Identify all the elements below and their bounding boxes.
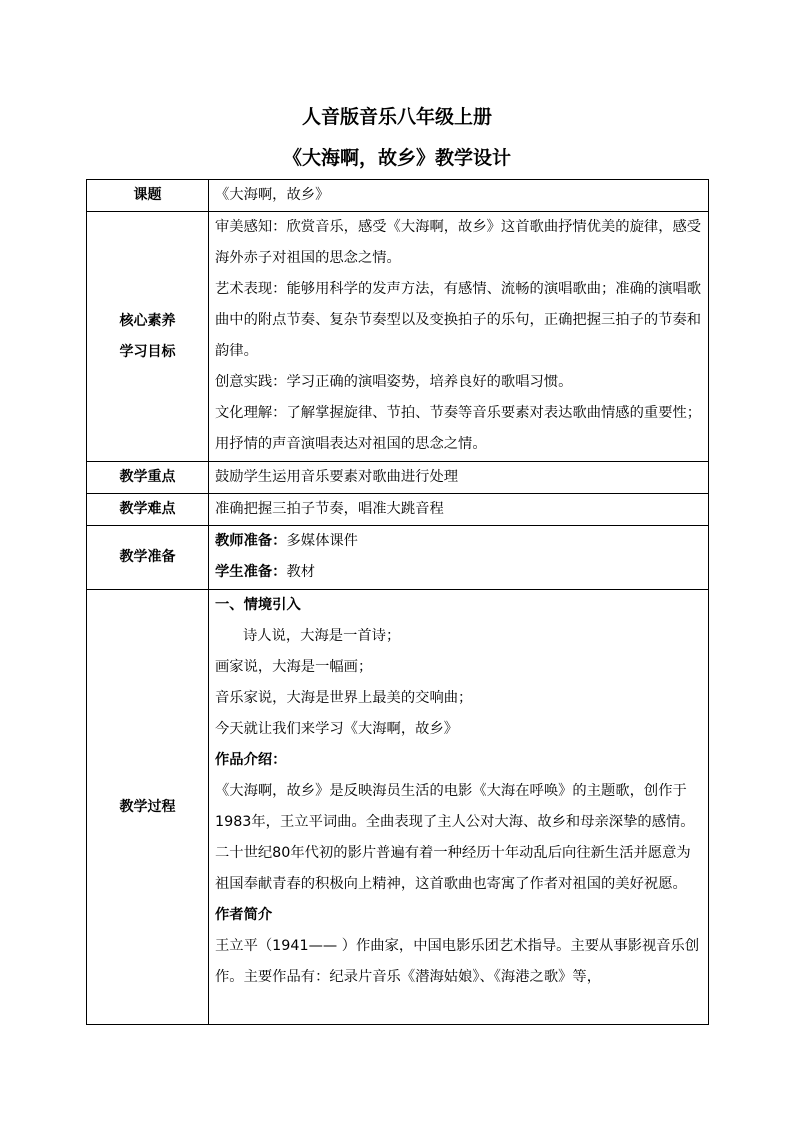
label-topic: 课题	[87, 180, 209, 212]
prep-student-label: 学生准备：	[215, 564, 287, 580]
process-heading-intro: 一、情境引入	[215, 597, 301, 613]
poem-line-3: 音乐家说，大海是世界上最美的交响曲；	[215, 690, 473, 706]
row-goals	[87, 212, 709, 462]
document-title: 人音版音乐八年级上册	[301, 106, 492, 128]
prep-teacher	[215, 526, 703, 557]
value-difficulty: 准确把握三拍子节奏，唱准大跳音程	[209, 494, 709, 526]
poem-line-4: 今天就让我们来学习《大海啊，故乡》	[215, 721, 459, 737]
prep-student-value: 教材	[286, 564, 316, 580]
lesson-title: 《大海啊，故乡》教学设计	[282, 147, 511, 169]
value-prep	[209, 526, 709, 590]
process-heading-work: 作品介绍：	[215, 752, 287, 768]
label-key: 教学重点	[87, 462, 209, 494]
label-difficulty: 教学难点	[87, 494, 209, 526]
goal-creative: 创意实践：学习正确的演唱姿势，培养良好的歌唱习惯。	[215, 374, 573, 390]
label-prep: 教学准备	[87, 526, 209, 590]
prep-teacher-label: 教师准备：	[215, 533, 287, 549]
process-heading-author: 作者简介	[215, 907, 273, 923]
value-goals	[209, 212, 709, 462]
poem-line-1: 诗人说，大海是一首诗；	[243, 628, 401, 644]
goal-aesthetic: 审美感知：欣赏音乐，感受《大海啊，故乡》这首歌曲抒情优美的旋律，感受海外赤子对祖国的思念之情。	[215, 219, 702, 266]
poem-line-2: 画家说，大海是一幅画；	[215, 659, 373, 675]
work-intro-paragraph: 《大海啊，故乡》是反映海员生活的电影《大海在呼唤》的主题歌，创作于1983年，王立平词曲。全曲表现了主人公对大海、故乡和母亲深挚的感情。二十世纪80年代初的影片普遍有着一种经历十年动乱后向往新生活并愿意为祖国奉献青春的积极向上精神，这首歌曲也寄寓了作者对祖国的美好祝愿。	[215, 783, 695, 892]
label-goals-line2: 学习目标	[119, 343, 176, 360]
row-process	[87, 590, 709, 1025]
row-topic	[87, 180, 709, 212]
row-prep	[87, 526, 709, 590]
lesson-plan-table	[86, 179, 709, 1025]
goal-performance: 艺术表现：能够用科学的发声方法，有感情、流畅的演唱歌曲；准确的演唱歌曲中的附点节奏、复杂节奏型以及变换拍子的乐句，正确把握三拍子的节奏和韵律。	[215, 281, 702, 359]
row-key	[87, 462, 709, 494]
label-goals-line1: 核心素养	[119, 312, 176, 329]
value-process	[209, 590, 709, 1025]
value-topic: 《大海啊，故乡》	[209, 180, 709, 212]
prep-student	[215, 557, 703, 588]
goal-culture: 文化理解：了解掌握旋律、节拍、节奏等音乐要素对表达歌曲情感的重要性；用抒情的声音演唱表达对祖国的思念之情。	[215, 405, 702, 452]
label-goals	[87, 212, 209, 462]
row-difficulty	[87, 494, 709, 526]
label-process: 教学过程	[87, 590, 209, 1025]
prep-teacher-value: 多媒体课件	[286, 533, 358, 549]
author-paragraph: 王立平（1941—— ）作曲家，中国电影乐团艺术指导。主要从事影视音乐创作。主要作品有：纪录片音乐《潜海姑娘》、《海港之歌》等，	[215, 938, 700, 985]
value-key: 鼓励学生运用音乐要素对歌曲进行处理	[209, 462, 709, 494]
